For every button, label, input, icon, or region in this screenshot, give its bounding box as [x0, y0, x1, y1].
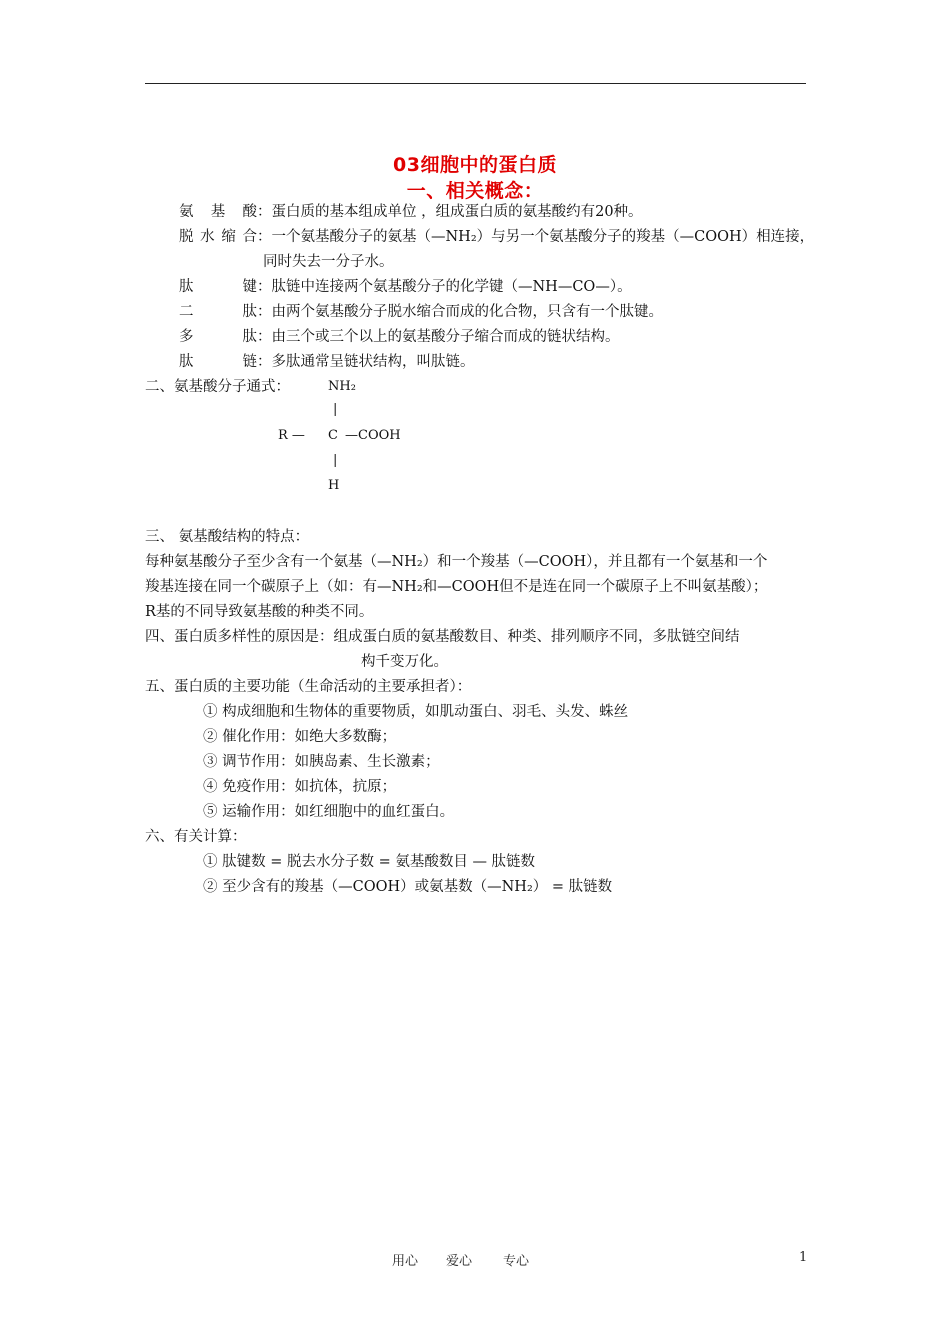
concept-peptide-chain: 肽 链：多肽通常呈链状结构，叫肽链。 — [179, 354, 475, 370]
function-item-3: ③ 调节作用：如胰岛素、生长激素； — [203, 754, 440, 770]
formula-hydrogen: H — [328, 478, 340, 493]
calc-item-2: ② 至少含有的羧基（—COOH）或氨基数（—NH₂） = 肽链数 — [203, 879, 613, 895]
function-item-5: ⑤ 运输作用：如红细胞中的血红蛋白。 — [203, 804, 455, 820]
section-5-heading: 五、蛋白质的主要功能（生命活动的主要承担者）： — [145, 679, 472, 695]
section-1-heading: 一、相关概念： — [406, 180, 544, 202]
footer-text-2: 爱心 — [446, 1254, 473, 1269]
formula-nh2: NH₂ — [328, 379, 356, 394]
footer-text-1: 用心 — [392, 1254, 419, 1269]
section-3-line-3: R基的不同导致氨基酸的种类不同。 — [145, 604, 374, 620]
concept-dehydration-cont: 同时失去一分子水。 — [263, 254, 394, 270]
formula-bond-bottom: | — [333, 453, 338, 468]
calc-item-1: ① 肽键数 = 脱去水分子数 = 氨基酸数目 — 肽链数 — [203, 854, 536, 870]
section-3-line-1: 每种氨基酸分子至少含有一个氨基（—NH₂）和一个羧基（—COOH），并且都有一个氨基和一个 — [145, 554, 768, 570]
section-3-heading: 三、 氨基酸结构的特点： — [145, 529, 310, 545]
concept-peptide-bond: 肽 键：肽链中连接两个氨基酸分子的化学键（—NH—CO—）。 — [179, 279, 632, 295]
function-item-1: ① 构成细胞和生物体的重要物质，如肌动蛋白、羽毛、头发、蛛丝 — [203, 704, 629, 720]
document-title: 03细胞中的蛋白质 — [393, 154, 557, 176]
function-item-2: ② 催化作用：如绝大多数酶； — [203, 729, 397, 745]
formula-r-group: R — — [278, 428, 305, 443]
formula-bond-top: | — [333, 402, 338, 417]
concept-polypeptide: 多 肽：由三个或三个以上的氨基酸分子缩合而成的链状结构。 — [179, 329, 620, 345]
header-rule — [145, 83, 806, 84]
footer-text-3: 专心 — [503, 1254, 530, 1269]
formula-cooh: —COOH — [345, 428, 401, 443]
section-4-line-1: 四、蛋白质多样性的原因是：组成蛋白质的氨基酸数目、种类、排列顺序不同，多肽链空间结 — [145, 629, 740, 645]
section-6-heading: 六、有关计算： — [145, 829, 247, 845]
section-3-line-2: 羧基连接在同一个碳原子上（如：有—NH₂和—COOH但不是连在同一个碳原子上不叫氨基酸）； — [145, 579, 768, 595]
concept-dehydration: 脱水缩合：一个氨基酸分子的氨基（—NH₂）与另一个氨基酸分子的羧基（—COOH）相连接， — [179, 229, 815, 245]
section-4-line-2: 构千变万化。 — [361, 654, 448, 670]
section-2-heading: 二、氨基酸分子通式： — [145, 379, 290, 395]
concept-amino-acid: 氨 基 酸：蛋白质的基本组成单位 ，组成蛋白质的氨基酸约有20种。 — [179, 204, 643, 220]
formula-carbon: C — [328, 428, 338, 443]
page-number: 1 — [799, 1250, 808, 1265]
function-item-4: ④ 免疫作用：如抗体，抗原； — [203, 779, 397, 795]
concept-dipeptide: 二 肽：由两个氨基酸分子脱水缩合而成的化合物，只含有一个肽键。 — [179, 304, 663, 320]
